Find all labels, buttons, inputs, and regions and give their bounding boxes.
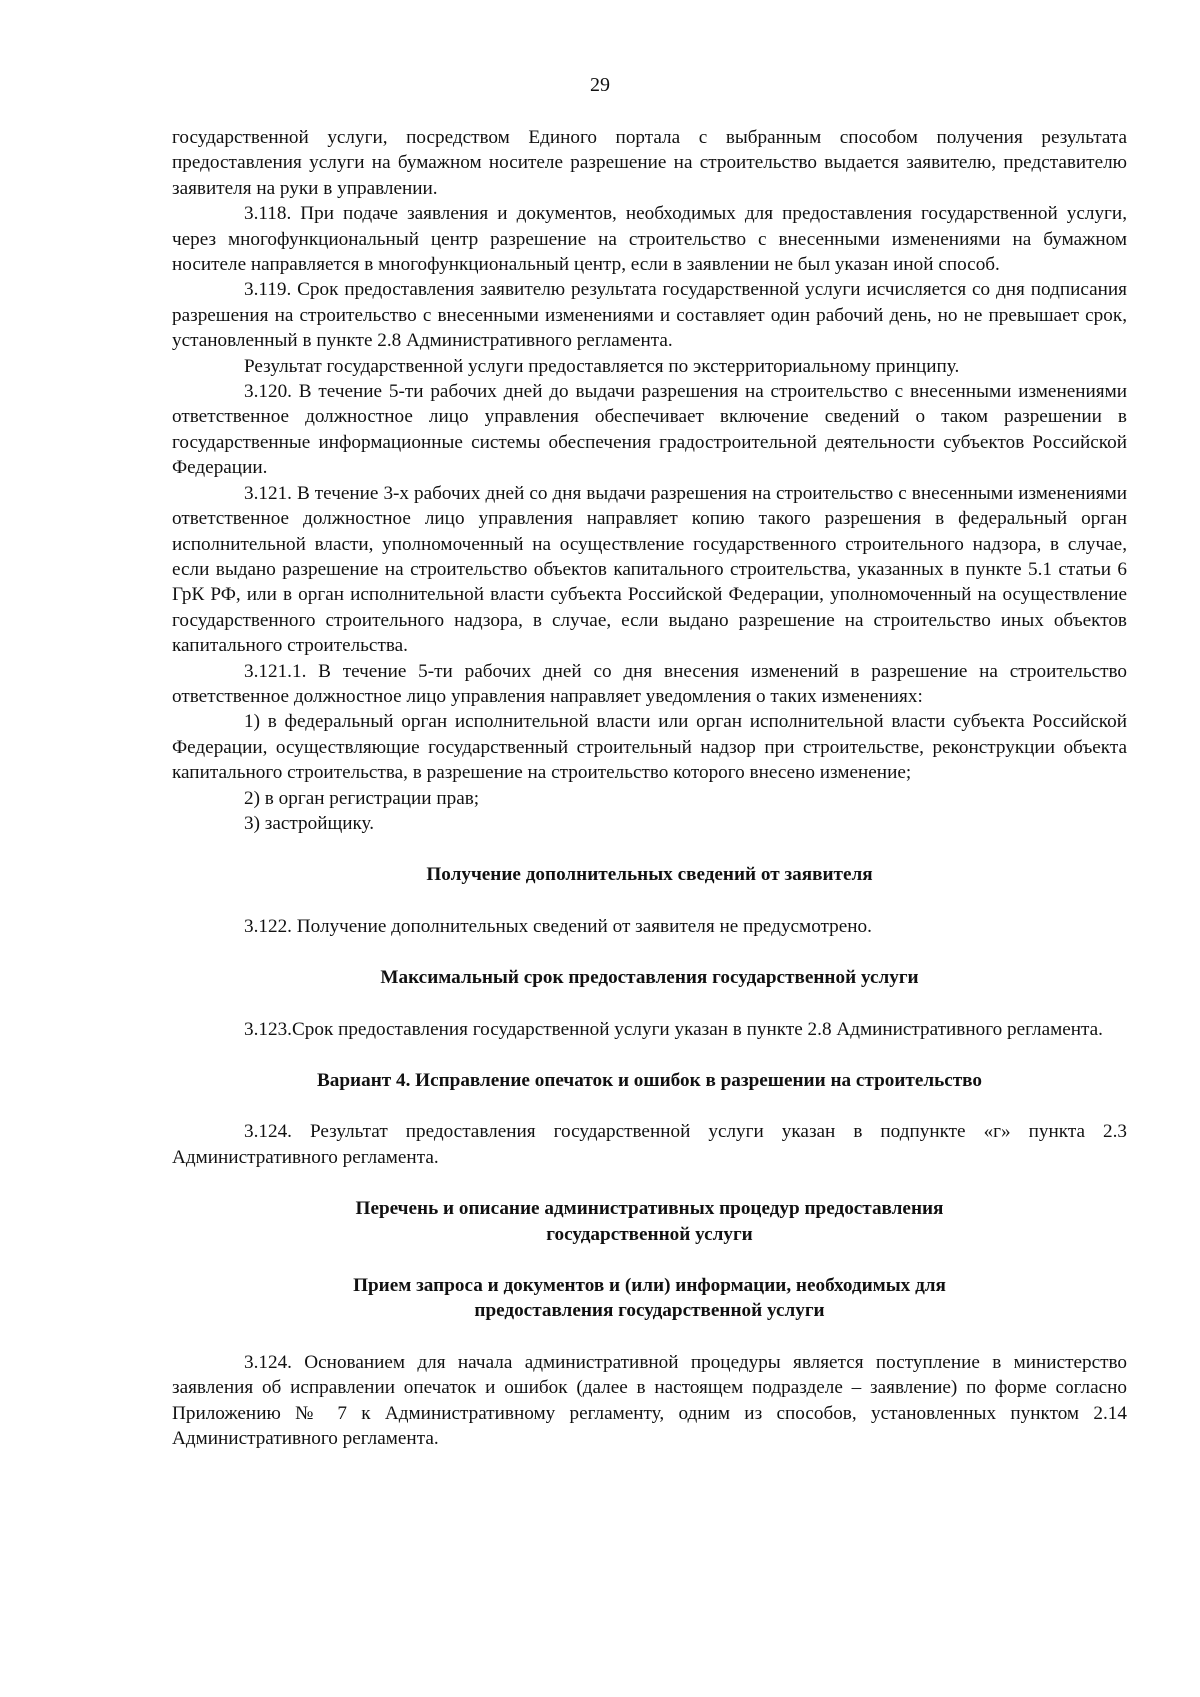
- paragraph-extraterritorial: Результат государственной услуги предоставляется по экстерриториальному принципу.: [244, 355, 960, 377]
- spacer: [172, 1170, 1127, 1196]
- paragraph-3-124-result: 3.124. Результат предоставления государственной услуги указан в подпункте «г» пункта 2.3 Административного регламента.: [172, 1121, 1127, 1168]
- section-heading-procedures: Перечень и описание административных процедур предоставления государственной услуги: [355, 1198, 944, 1245]
- spacer: [172, 1042, 1127, 1068]
- paragraph-3-121: 3.121. В течение 3-х рабочих дней со дня выдачи разрешения на строительство с внесенными изменениями ответственное должностное лицо управления направляет копию такого разрешения в федеральный орган исполнительной власти, уполномоченный на осуществление государственного строительного надзора, в случае, если выдано разрешение на строительство объектов капитального строительства, указанных в пункте 5.1 статьи 6 ГрК РФ, или в орган исполнительной власти субъекта Российской Федерации, уполномоченный на осуществление государственного строительного надзора, в случае, если выдано разрешение на строительство иных объектов капитального строительства.: [172, 482, 1127, 657]
- page-number: 29: [590, 74, 610, 96]
- paragraph-3-121-1: 3.121.1. В течение 5-ти рабочих дней со дня внесения изменений в разрешение на строительство ответственное должностное лицо управления направляет уведомления о таких изменениях:: [172, 660, 1127, 707]
- paragraph-3-122: 3.122. Получение дополнительных сведений от заявителя не предусмотрено.: [244, 915, 872, 937]
- section-heading-additional-info: Получение дополнительных сведений от заявителя: [426, 864, 873, 886]
- paragraph-continuation: государственной услуги, посредством Единого портала с выбранным способом получения результата предоставления услуги на бумажном носителе разрешение на строительство выдается заявителю, представителю заявителя на руки в управлении.: [172, 127, 1127, 199]
- spacer: [172, 939, 1127, 965]
- list-item-1: 1) в федеральный орган исполнительной власти или орган исполнительной власти субъекта Российской Федерации, осуществляющие государственный строительный надзор при строительстве, реконструкции объекта капитального строительства, в разрешение на строительство которого внесено изменение;: [172, 711, 1127, 784]
- paragraph-3-119: 3.119. Срок предоставления заявителю результата государственной услуги исчисляется со дня подписания разрешения на строительство с внесенными изменениями и составляет один рабочий день, но не превышает срок, установленный в пункте 2.8 Административного регламента.: [172, 279, 1127, 352]
- paragraph-3-118: 3.118. При подаче заявления и документов, необходимых для предоставления государственной услуги, через многофункциональный центр разрешение на строительство с внесенными изменениями на бумажном носителе направляется в многофункциональный центр, если в заявлении не был указан иной способ.: [172, 203, 1127, 276]
- section-heading-max-term: Максимальный срок предоставления государственной услуги: [380, 967, 919, 989]
- paragraph-3-120: 3.120. В течение 5-ти рабочих дней до выдачи разрешения на строительство с внесенными изменениями ответственное должностное лицо управления обеспечивает включение сведений о таком разрешении в государственные информационные системы обеспечения градостроительной деятельности субъектов Российской Федерации.: [172, 381, 1127, 479]
- spacer: [172, 836, 1127, 862]
- list-item-2: 2) в орган регистрации прав;: [244, 787, 480, 809]
- document-body: [172, 125, 1127, 1451]
- spacer: [172, 991, 1127, 1017]
- paragraph-3-124-basis: 3.124. Основанием для начала административной процедуры является поступление в министерство заявления об исправлении опечаток и ошибок (далее в настоящем подразделе – заявление) по форме согласно Приложению № 7 к Административному регламенту, одним из способов, установленных пунктом 2.14 Административного регламента.: [172, 1351, 1127, 1450]
- paragraph-3-123: 3.123.Срок предоставления государственной услуги указан в пункте 2.8 Административного регламента.: [244, 1018, 1103, 1040]
- spacer: [172, 1324, 1127, 1350]
- spacer: [172, 1093, 1127, 1119]
- spacer: [172, 1247, 1127, 1273]
- spacer: [172, 888, 1127, 914]
- section-heading-request-intake: Прием запроса и документов и (или) информации, необходимых для предоставления государственной услуги: [353, 1275, 946, 1322]
- list-item-3: 3) застройщику.: [244, 812, 375, 834]
- section-heading-variant-4: Вариант 4. Исправление опечаток и ошибок в разрешении на строительство: [316, 1070, 983, 1091]
